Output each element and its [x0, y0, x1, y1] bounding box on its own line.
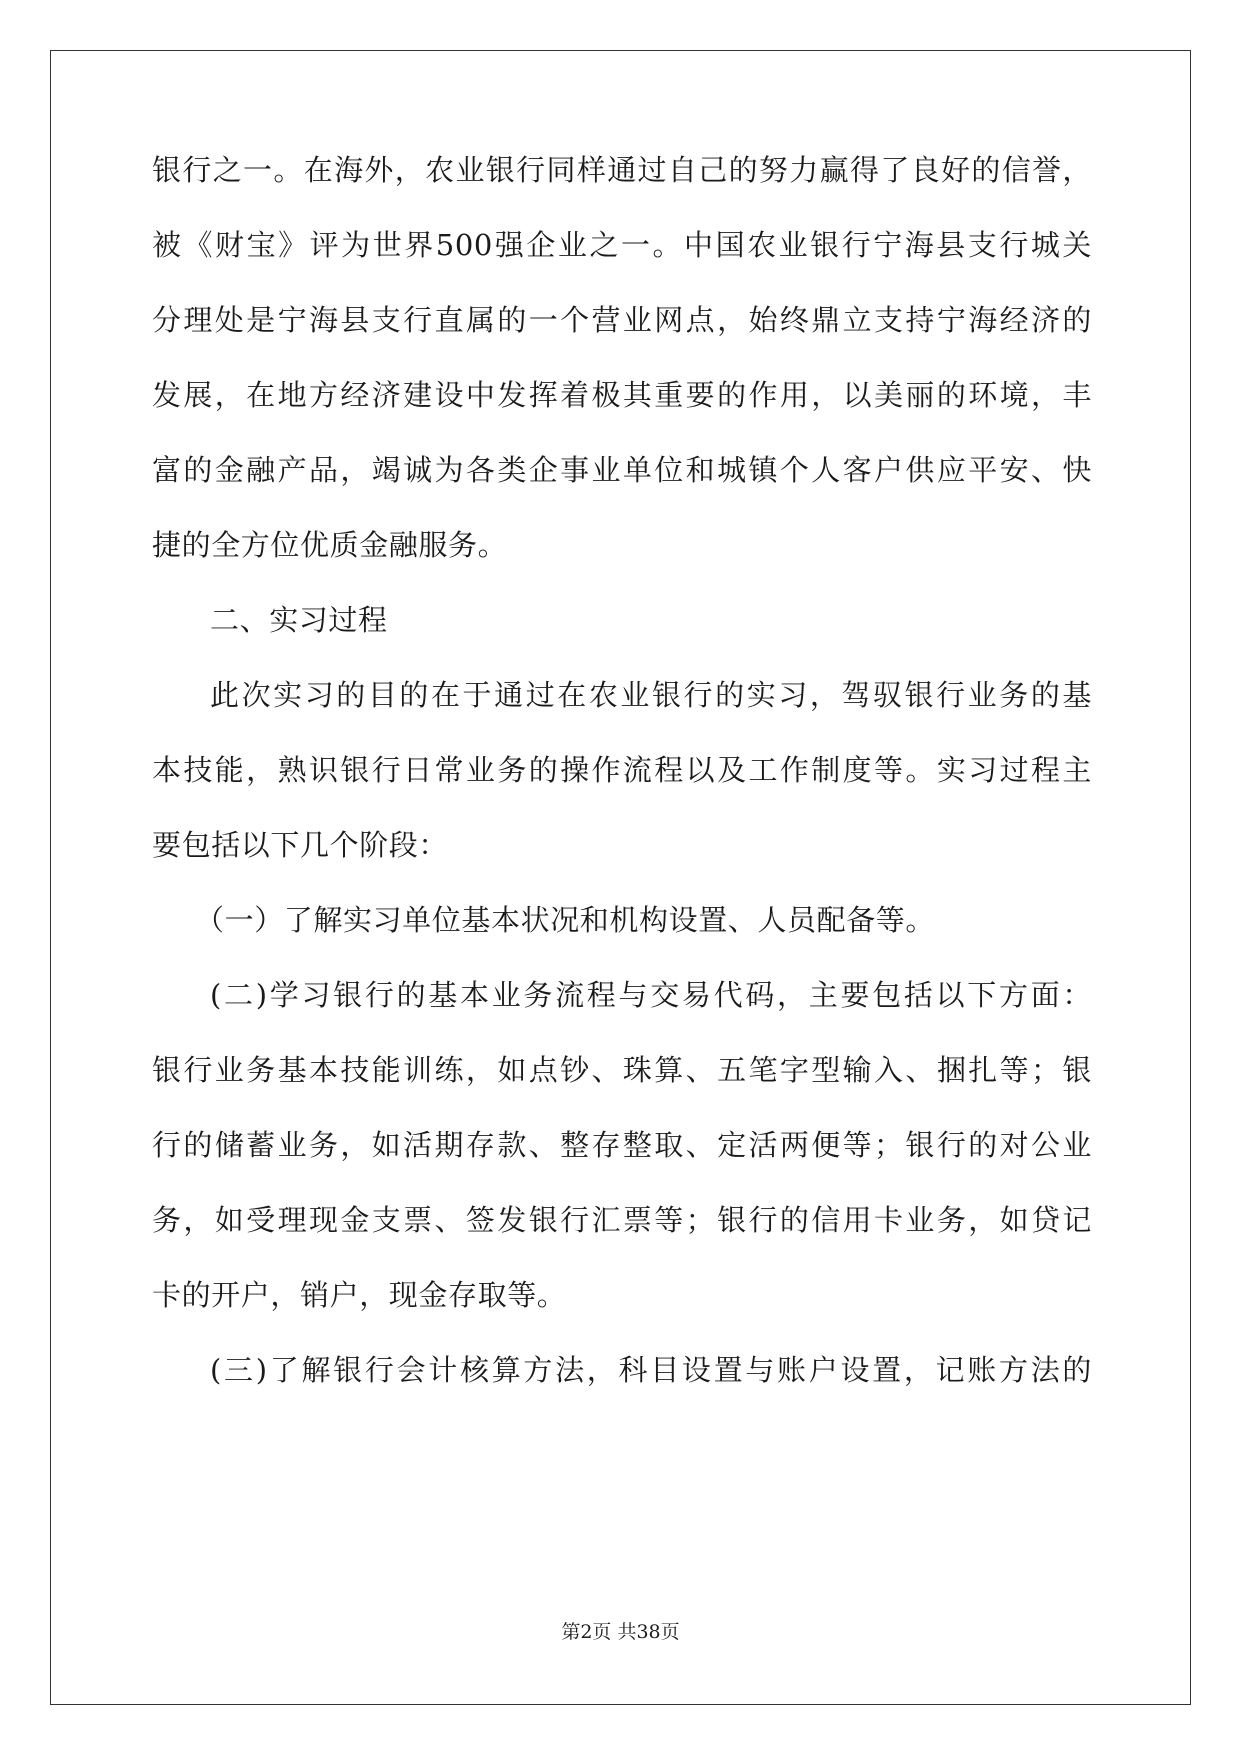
body-line: 富的金融产品，竭诚为各类企事业单位和城镇个人客户供应平安、快: [152, 453, 1092, 487]
section-heading: 二、实习过程: [210, 603, 388, 637]
body-line: 被《财宝》评为世界500强企业之一。中国农业银行宁海县支行城关: [152, 228, 1092, 262]
body-line: 银行之一。在海外，农业银行同样通过自己的努力赢得了良好的信誉，: [152, 153, 1092, 187]
body-line: 要包括以下几个阶段：: [152, 828, 449, 862]
body-line: 银行业务基本技能训练，如点钞、珠算、五笔字型输入、捆扎等；银: [152, 1053, 1092, 1087]
body-line: 捷的全方位优质金融服务。: [152, 528, 508, 562]
list-item-line: （一）了解实习单位基本状况和机构设置、人员配备等。: [195, 903, 936, 937]
list-item-line: (二)学习银行的基本业务流程与交易代码，主要包括以下方面：: [210, 978, 1092, 1012]
body-line: 行的储蓄业务，如活期存款、整存整取、定活两便等；银行的对公业: [152, 1128, 1092, 1162]
paragraph-start-line: 此次实习的目的在于通过在农业银行的实习，驾驭银行业务的基: [210, 678, 1092, 712]
body-line: 发展，在地方经济建设中发挥着极其重要的作用，以美丽的环境，丰: [152, 378, 1092, 412]
list-item-line: (三)了解银行会计核算方法，科目设置与账户设置，记账方法的: [210, 1353, 1092, 1387]
body-line: 卡的开户，销户，现金存取等。: [152, 1278, 567, 1312]
page-number: 第2页 共38页: [561, 1621, 680, 1643]
body-line: 本技能，熟识银行日常业务的操作流程以及工作制度等。实习过程主: [152, 753, 1092, 787]
body-line: 分理处是宁海县支行直属的一个营业网点，始终鼎立支持宁海经济的: [152, 303, 1092, 337]
body-line: 务，如受理现金支票、签发银行汇票等；银行的信用卡业务，如贷记: [152, 1203, 1092, 1237]
